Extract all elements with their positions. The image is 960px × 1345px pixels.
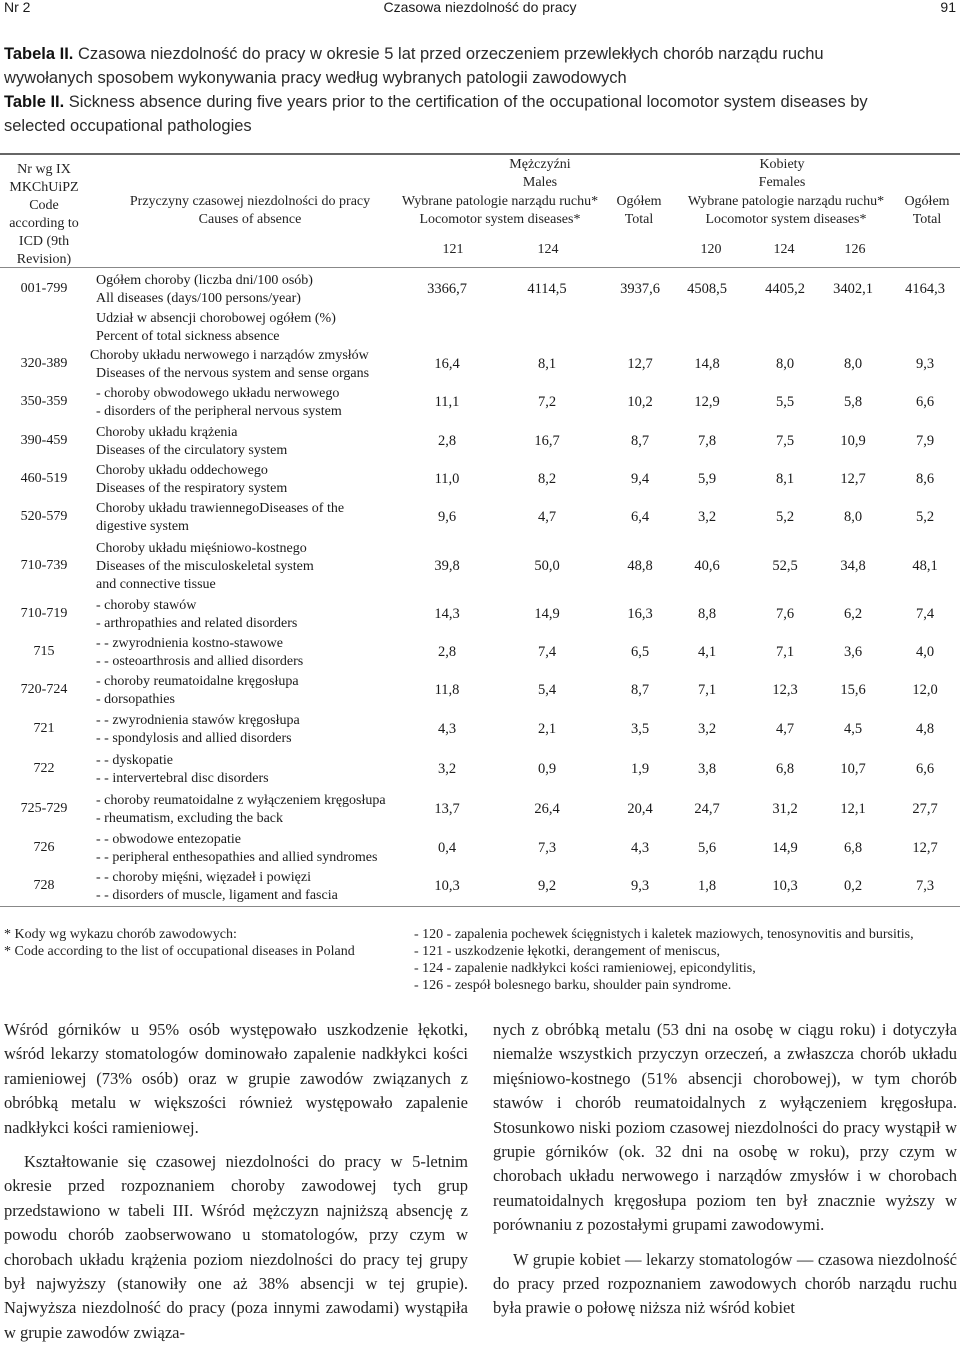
header-code-line: ICD (9th [18, 234, 70, 249]
row-value: 7,4 [537, 644, 557, 660]
row-value: 7,8 [697, 433, 717, 449]
header-causes [100, 193, 400, 229]
table-bottom-rule [0, 906, 960, 907]
header-total-en: Total [624, 212, 654, 227]
paragraph: W grupie kobiet — lekarzy stomatologów — czasowa niezdolność do pracy przed rozpoznaniem zawodowych chorób narządu ruchu była prawie o połowę niższa niż wśród kobiet [493, 1249, 957, 1318]
row-code: 350-359 [20, 394, 68, 409]
row-description-line: All diseases (days/100 persons/year) [96, 291, 301, 306]
paragraph: Wśród górników u 95% osób występowało uszkodzenie łękotki, wśród lekarzy stomatologów dominowało zapalenie nadkłykci kości ramieniowej (73% osób) oraz w grupie zawodów związanych z obróbką metalu w większości również występowało zapalenie nadkłykci kości ramieniowej. [4, 1020, 468, 1137]
table-top-rule [0, 153, 960, 155]
row-value: 5,4 [537, 682, 557, 698]
row-description-line: Percent of total sickness absence [96, 329, 280, 344]
row-value: 7,4 [915, 606, 935, 622]
row-value: 3402,1 [833, 281, 873, 297]
row-value: 10,3 [434, 878, 460, 894]
footnote-left [4, 926, 404, 960]
row-value: 8,6 [915, 471, 935, 487]
row-description-line: - - choroby mięśni, więzadeł i powięzi [96, 870, 311, 885]
row-value: 6,6 [915, 761, 935, 777]
header-total-en: Total [912, 212, 942, 227]
row-description [96, 792, 406, 828]
row-value: 26,4 [534, 801, 560, 817]
row-value: 4,5 [843, 721, 863, 737]
row-value: 50,0 [534, 558, 560, 574]
row-value: 10,7 [840, 761, 866, 777]
issue-number: Nr 2 [4, 0, 31, 15]
row-value: 2,8 [437, 433, 457, 449]
row-value: 0,4 [437, 840, 457, 856]
row-value: 7,9 [915, 433, 935, 449]
row-value: 12,9 [694, 394, 720, 410]
header-selected-en: Locomotor system diseases* [705, 212, 867, 227]
row-value: 4,7 [775, 721, 795, 737]
row-value: 14,9 [534, 606, 560, 622]
row-value: 5,9 [697, 471, 717, 487]
row-value: 3,2 [697, 721, 717, 737]
row-description-line: Choroby układu nerwowego i narządów zmysłów [90, 348, 369, 363]
row-value: 5,5 [775, 394, 795, 410]
header-women-en: Females [758, 175, 806, 190]
row-value: 8,7 [630, 433, 650, 449]
row-value: 14,8 [694, 356, 720, 372]
footnote-code-124: - 124 - zapalenie nadkłykci kości ramieniowej, epicondylitis, [414, 961, 756, 976]
row-description-line: digestive system [96, 519, 189, 534]
row-value: 11,8 [434, 682, 460, 698]
row-description-line: - choroby reumatoidalne z wyłączeniem kręgosłupa [96, 793, 386, 808]
row-value: 4508,5 [687, 281, 727, 297]
row-value: 8,0 [843, 509, 863, 525]
row-value: 8,0 [775, 356, 795, 372]
row-value: 7,1 [697, 682, 717, 698]
header-men-total [606, 193, 672, 229]
row-description [96, 385, 406, 421]
row-description-line: - - disorders of muscle, ligament and fascia [96, 888, 338, 903]
header-selected-en: Locomotor system diseases* [419, 212, 581, 227]
header-causes-pl: Przyczyny czasowej niezdolności do pracy [129, 194, 371, 209]
row-description [96, 272, 406, 308]
row-value: 7,1 [775, 644, 795, 660]
subheader-women-126: 126 [844, 242, 866, 257]
row-description [96, 462, 406, 498]
caption-label-pl: Tabela II. [4, 45, 74, 63]
row-description-line: Udział w absencji chorobowej ogółem (%) [96, 311, 336, 326]
row-value: 3,2 [437, 761, 457, 777]
header-men [420, 156, 660, 192]
row-description [96, 673, 406, 709]
table-header-rule [0, 267, 960, 268]
header-code-line: Revision) [16, 252, 72, 267]
row-value: 13,7 [434, 801, 460, 817]
row-description-line: - - dyskopatie [96, 753, 173, 768]
row-description [90, 347, 406, 383]
footnote-code-120: - 120 - zapalenia pochewek ścięgnistych i kaletek maziowych, tenosynovitis and bursitis, [414, 927, 914, 942]
row-description-line: - - obwodowe entezopatie [96, 832, 241, 847]
row-value: 8,7 [630, 682, 650, 698]
row-description [96, 540, 406, 594]
header-men-pl: Mężczyźni [509, 157, 571, 172]
running-header [0, 0, 960, 16]
row-value: 6,4 [630, 509, 650, 525]
row-value: 8,0 [843, 356, 863, 372]
row-description-line: Choroby układu mięśniowo-kostnego [96, 541, 307, 556]
row-code: 721 [33, 721, 55, 736]
row-value: 16,7 [534, 433, 560, 449]
row-description-line: Choroby układu oddechowego [96, 463, 268, 478]
paragraph: Kształtowanie się czasowej niezdolności do pracy w 5-letnim okresie przed rozpoznaniem choroby zawodowej tych grup przedstawiono w tabeli III. Wśród mężczyzn najniższą absencję z powodu chorób zaobserwowano u stomatologów, przy czym w chorobach układu krążenia poziom niezdolności do pracy tej grupy był najwyższy (stanowiły one aż 38% absencji w tej grupie). Najwyższa niezdolność do pracy (poza innymi zawodami) wystąpiła w grupie zawodów związa- [4, 1152, 468, 1342]
row-value: 9,6 [437, 509, 457, 525]
row-code: 720-724 [20, 682, 68, 697]
row-description [96, 424, 406, 460]
row-value: 14,3 [434, 606, 460, 622]
row-code: 520-579 [20, 509, 68, 524]
row-value: 11,1 [434, 394, 460, 410]
row-value: 9,3 [915, 356, 935, 372]
header-code [0, 161, 88, 269]
row-value: 0,2 [843, 878, 863, 894]
row-code: 001-799 [20, 281, 68, 296]
row-description-line: - choroby reumatoidalne kręgosłupa [96, 674, 299, 689]
row-value: 4164,3 [905, 281, 945, 297]
row-value: 1,8 [697, 878, 717, 894]
row-description-line: Ogółem choroby (liczba dni/100 osób) [96, 273, 313, 288]
row-description-line: Choroby układu trawiennegoDiseases of the [96, 501, 345, 516]
row-code: 460-519 [20, 471, 68, 486]
row-description [96, 500, 406, 536]
row-description [96, 635, 406, 671]
row-description-line: Diseases of the nervous system and sense organs [96, 366, 370, 381]
row-value: 16,4 [434, 356, 460, 372]
row-value: 2,1 [537, 721, 557, 737]
row-description-line: Choroby układu krążenia [96, 425, 238, 440]
row-description-line: - - peripheral enthesopathies and allied syndromes [96, 850, 378, 865]
row-value: 7,5 [775, 433, 795, 449]
footnote-right [414, 926, 959, 994]
row-value: 8,8 [697, 606, 717, 622]
row-value: 8,1 [775, 471, 795, 487]
row-value: 6,8 [843, 840, 863, 856]
row-value: 40,6 [694, 558, 720, 574]
row-value: 48,1 [912, 558, 938, 574]
row-description-line: - - zwyrodnienia kostno-stawowe [96, 636, 284, 651]
row-value: 4,3 [630, 840, 650, 856]
row-value: 27,7 [912, 801, 938, 817]
subheader-men-124: 124 [537, 242, 559, 257]
row-value: 12,7 [912, 840, 938, 856]
caption-text-en-1: Sickness absence during five years prior to the certification of the occupational locomotor system diseases by [64, 93, 868, 111]
row-value: 31,2 [772, 801, 798, 817]
footnote-line: * Kody wg wykazu chorób zawodowych: [4, 927, 237, 942]
running-title: Czasowa niezdolność do pracy [383, 0, 577, 15]
row-value: 2,8 [437, 644, 457, 660]
row-description-line: Diseases of the respiratory system [96, 481, 288, 496]
row-description [96, 712, 406, 748]
caption-label-en: Table II. [4, 93, 65, 111]
header-women-selected [670, 193, 902, 229]
caption-text-en-2: selected occupational pathologies [4, 117, 252, 135]
row-value: 4,7 [537, 509, 557, 525]
row-value: 10,2 [627, 394, 653, 410]
row-value: 34,8 [840, 558, 866, 574]
row-description-line: and connective tissue [96, 577, 216, 592]
row-value: 15,6 [840, 682, 866, 698]
row-value: 4,1 [697, 644, 717, 660]
row-description-line: - arthropathies and related disorders [96, 616, 298, 631]
row-value: 1,9 [630, 761, 650, 777]
row-value: 3,5 [630, 721, 650, 737]
caption-text-pl-2: wywołanych sposobem wykonywania pracy według wybranych patologii zawodowych [4, 69, 627, 87]
row-value: 5,2 [775, 509, 795, 525]
row-value: 3366,7 [427, 281, 467, 297]
header-total-pl: Ogółem [904, 194, 950, 209]
row-value: 12,7 [627, 356, 653, 372]
footnote-line: * Code according to the list of occupational diseases in Poland [4, 944, 355, 959]
row-description [96, 831, 406, 867]
row-description-line: - rheumatism, excluding the back [96, 811, 283, 826]
row-value: 12,7 [840, 471, 866, 487]
row-description-line: - - zwyrodnienia stawów kręgosłupa [96, 713, 300, 728]
row-value: 4405,2 [765, 281, 805, 297]
row-value: 8,1 [537, 356, 557, 372]
subheader-women-124: 124 [773, 242, 795, 257]
row-value: 3,2 [697, 509, 717, 525]
row-value: 5,2 [915, 509, 935, 525]
table-caption-pl [4, 42, 954, 90]
header-causes-en: Causes of absence [198, 212, 302, 227]
row-code: 715 [33, 644, 55, 659]
row-code: 320-389 [20, 356, 68, 371]
row-value: 6,6 [915, 394, 935, 410]
row-description-line: - choroby stawów [96, 598, 197, 613]
row-value: 7,2 [537, 394, 557, 410]
row-value: 11,0 [434, 471, 460, 487]
header-selected-pl: Wybrane patologie narządu ruchu* [687, 194, 885, 209]
row-code: 710-739 [20, 558, 68, 573]
paragraph: nych z obróbką metalu (53 dni na osobę w ciągu roku) i dotyczyła niemalże wszystkich przyczyn orzeczeń, a zwłaszcza chorób układu mięśniowo-kostnego (51% absencji chorobowej), w tym chorób stawów i chorób reumatoidalnych z wyłączeniem kręgosłupa. Stosunkowo niski poziom czasowej niezdolności do pracy wystąpił w grupie górników (ok. 32 dni na osobę w roku), przy czym w chorobach układu nerwowego i narządów zmysłów i w chorobach reumatoidalnych kręgosłupa poziom ten był znacznie wyższy w porównaniu z pozostałymi grupami zawodowymi. [493, 1020, 957, 1235]
row-code: 390-459 [20, 433, 68, 448]
row-value: 16,3 [627, 606, 653, 622]
row-value: 4,3 [437, 721, 457, 737]
row-description-line: - dorsopathies [96, 692, 175, 707]
row-code: 725-729 [20, 801, 68, 816]
row-value: 48,8 [627, 558, 653, 574]
row-value: 14,9 [772, 840, 798, 856]
row-value: 9,3 [630, 878, 650, 894]
row-code: 722 [33, 761, 55, 776]
row-value: 8,2 [537, 471, 557, 487]
row-value: 9,2 [537, 878, 557, 894]
page-number: 91 [940, 0, 956, 15]
row-value: 0,9 [537, 761, 557, 777]
header-men-en: Males [522, 175, 558, 190]
subheader-women-120: 120 [700, 242, 722, 257]
row-code: 728 [33, 878, 55, 893]
body-column-right [493, 1018, 957, 1321]
row-value: 4114,5 [527, 281, 567, 297]
row-value: 6,8 [775, 761, 795, 777]
row-value: 10,9 [840, 433, 866, 449]
row-description [96, 310, 406, 346]
header-women-total [894, 193, 960, 229]
row-value: 12,1 [840, 801, 866, 817]
row-value: 39,8 [434, 558, 460, 574]
row-value: 12,0 [912, 682, 938, 698]
row-description [96, 869, 406, 905]
row-value: 5,8 [843, 394, 863, 410]
body-column-left [4, 1018, 468, 1345]
row-value: 3937,6 [620, 281, 660, 297]
row-description-line: - - spondylosis and allied disorders [96, 731, 292, 746]
row-value: 6,5 [630, 644, 650, 660]
row-description-line: - choroby obwodowego układu nerwowego [96, 386, 340, 401]
row-description-line: Diseases of the misculoskeletal system [96, 559, 314, 574]
row-description [96, 597, 406, 633]
row-code: 710-719 [20, 606, 68, 621]
row-value: 20,4 [627, 801, 653, 817]
header-men-selected [384, 193, 616, 229]
row-value: 52,5 [772, 558, 798, 574]
header-women-pl: Kobiety [759, 157, 805, 172]
row-value: 5,6 [697, 840, 717, 856]
row-description-line: - - intervertebral disc disorders [96, 771, 269, 786]
row-value: 12,3 [772, 682, 798, 698]
row-description-line: - disorders of the peripheral nervous system [96, 404, 342, 419]
row-value: 4,8 [915, 721, 935, 737]
table-caption-en [4, 90, 954, 138]
header-code-line: according to [9, 216, 79, 231]
row-value: 3,6 [843, 644, 863, 660]
row-value: 10,3 [772, 878, 798, 894]
row-description [96, 752, 406, 788]
row-value: 7,3 [537, 840, 557, 856]
header-code-line: MKChUiPZ [9, 180, 79, 195]
subheader-men-121: 121 [442, 242, 464, 257]
row-value: 9,4 [630, 471, 650, 487]
row-value: 4,0 [915, 644, 935, 660]
row-value: 6,2 [843, 606, 863, 622]
row-value: 3,8 [697, 761, 717, 777]
footnote-code-126: - 126 - zespół bolesnego barku, shoulder pain syndrome. [414, 978, 732, 993]
row-code: 726 [33, 840, 55, 855]
row-value: 7,3 [915, 878, 935, 894]
row-value: 24,7 [694, 801, 720, 817]
header-selected-pl: Wybrane patologie narządu ruchu* [401, 194, 599, 209]
header-code-line: Nr wg IX [17, 162, 71, 177]
row-description-line: Diseases of the circulatory system [96, 443, 288, 458]
caption-text-pl-1: Czasowa niezdolność do pracy w okresie 5 lat przed orzeczeniem przewlekłych chorób narządu ruchu [73, 45, 824, 63]
row-description-line: - - osteoarthrosis and allied disorders [96, 654, 304, 669]
header-total-pl: Ogółem [616, 194, 662, 209]
header-code-line: Code [29, 198, 59, 213]
row-value: 7,6 [775, 606, 795, 622]
header-women [662, 156, 902, 192]
footnote-code-121: - 121 - uszkodzenie łękotki, derangement of meniscus, [414, 944, 720, 959]
